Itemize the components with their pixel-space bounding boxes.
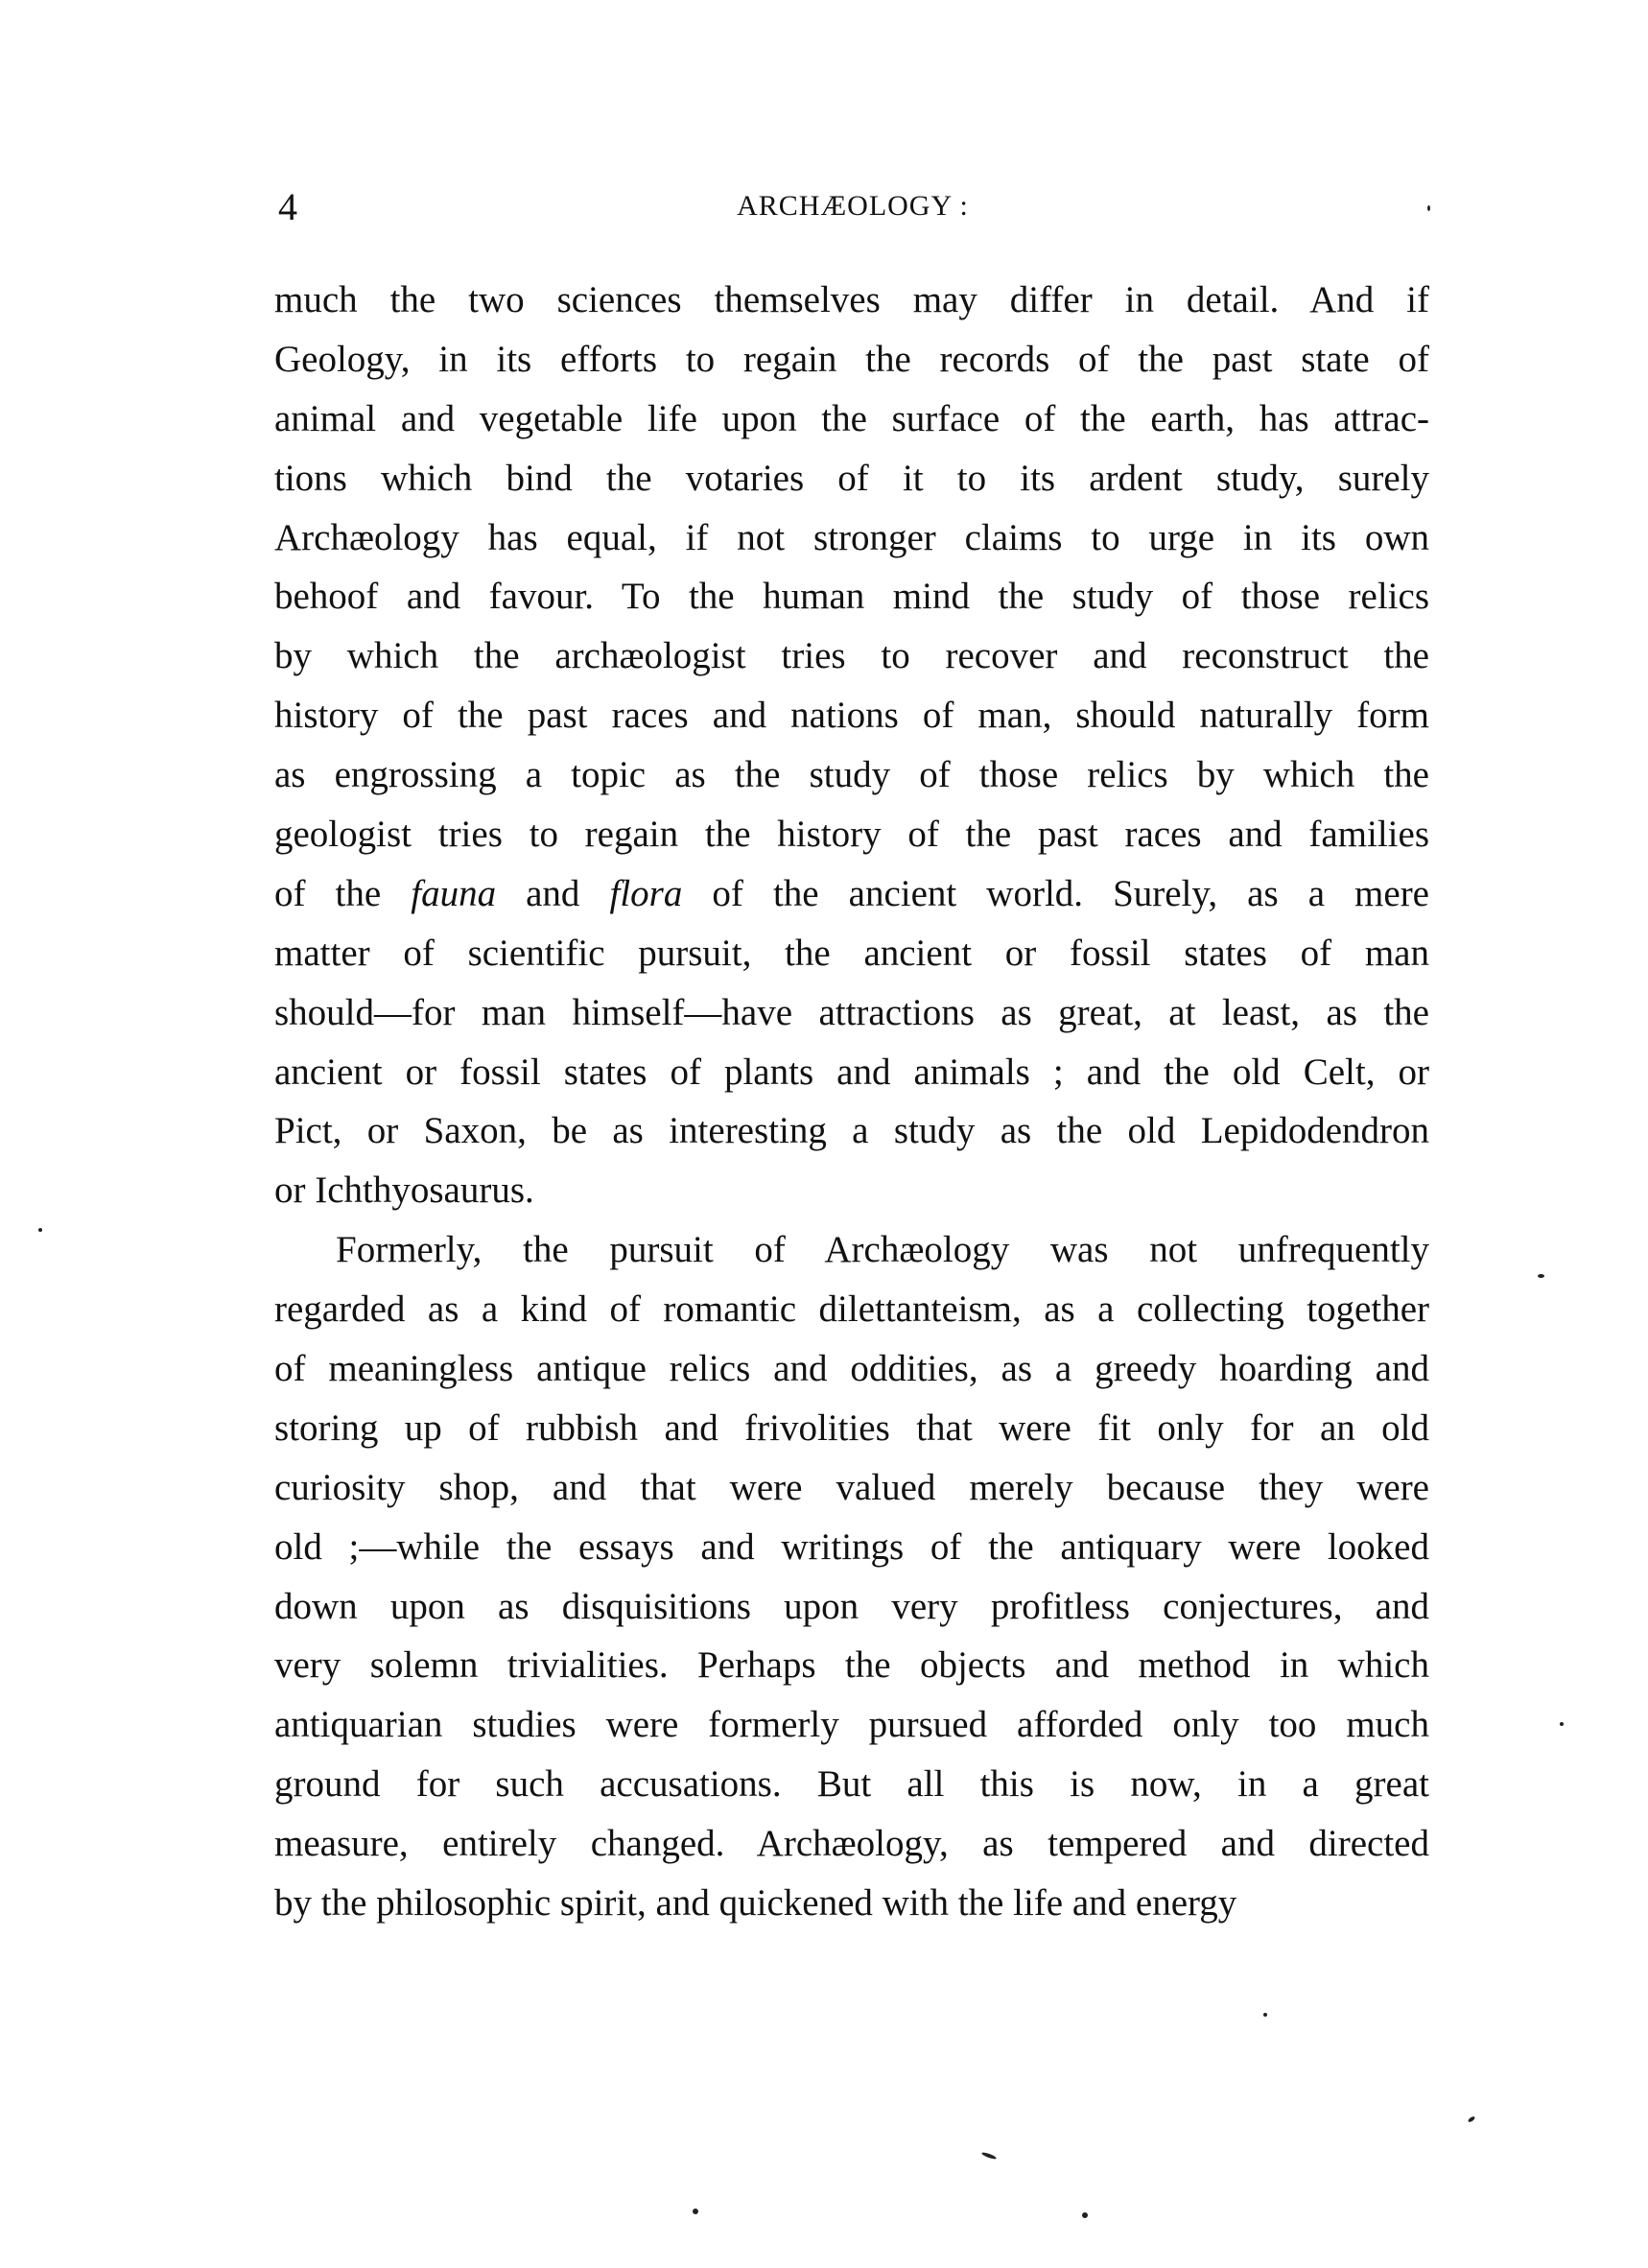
text-line: ground for such accusations. But all this is now, in a great xyxy=(274,1763,1429,1806)
text-line: regarded as a kind of romantic dilettanteism, as a collecting together xyxy=(274,1288,1429,1331)
text-line: down upon as disquisitions upon very profitless conjectures, and xyxy=(274,1585,1429,1627)
text-line: should—for man himself—have attractions as great, at least, as the xyxy=(274,991,1429,1033)
text-line: Formerly, the pursuit of Archæology was not unfrequently xyxy=(336,1229,1429,1271)
scan-speck xyxy=(1427,205,1430,211)
text-line: history of the past races and nations of man, should naturally form xyxy=(274,695,1429,737)
scan-speck xyxy=(693,2209,698,2214)
scan-speck xyxy=(38,1228,42,1232)
text-line: behoof and favour. To the human mind the study of those relics xyxy=(274,576,1429,618)
page-number: 4 xyxy=(278,185,297,228)
text-line: Pict, or Saxon, be as interesting a study as the old Lepidodendron xyxy=(274,1110,1429,1152)
scan-speck xyxy=(1560,1722,1564,1726)
text-line: antiquarian studies were formerly pursued afforded only too much xyxy=(274,1704,1429,1746)
body-text xyxy=(274,271,1429,1933)
scan-speck xyxy=(1082,2212,1088,2218)
paragraph xyxy=(274,1220,1429,1933)
text-line: very solemn trivialities. Perhaps the objects and method in which xyxy=(274,1644,1429,1687)
text-line: old ;—while the essays and writings of the antiquary were looked xyxy=(274,1525,1429,1568)
text-line: measure, entirely changed. Archæology, as tempered and directed xyxy=(274,1823,1429,1865)
paragraph xyxy=(274,271,1429,1220)
text-line: much the two sciences themselves may differ in detail. And if xyxy=(274,279,1429,320)
text-line: Archæology has equal, if not stronger claims to urge in its own xyxy=(274,516,1429,558)
text-line: by which the archæologist tries to recover and reconstruct the xyxy=(274,635,1429,677)
text-line: matter of scientific pursuit, the ancient or fossil states of man xyxy=(274,932,1429,974)
text-line: of meaningless antique relics and oddities, as a greedy hoarding and xyxy=(274,1348,1429,1390)
text-line: of the fauna and flora of the ancient world. Surely, as a mere xyxy=(274,872,1429,914)
text-line: Geology, in its efforts to regain the records of the past state of xyxy=(274,338,1429,380)
scan-speck xyxy=(1468,2115,1476,2123)
text-line: as engrossing a topic as the study of those relics by which the xyxy=(274,754,1429,796)
text-line: or Ichthyosaurus. xyxy=(274,1169,534,1212)
text-line: animal and vegetable life upon the surface of the earth, has attrac- xyxy=(274,397,1429,439)
scan-speck xyxy=(981,2151,997,2160)
text-line: storing up of rubbish and frivolities that were fit only for an old xyxy=(274,1406,1429,1449)
text-line: by the philosophic spirit, and quickened with the life and energy xyxy=(274,1882,1237,1925)
running-title: ARCHÆOLOGY : xyxy=(737,190,969,222)
text-line: ancient or fossil states of plants and animals ; and the old Celt, or xyxy=(274,1051,1429,1093)
text-line: curiosity shop, and that were valued merely because they were xyxy=(274,1466,1429,1508)
text-line: tions which bind the votaries of it to its ardent study, surely xyxy=(274,457,1429,499)
text-line: geologist tries to regain the history of the past races and families xyxy=(274,814,1429,856)
scan-speck xyxy=(1538,1274,1544,1278)
scan-speck xyxy=(1263,2013,1267,2017)
